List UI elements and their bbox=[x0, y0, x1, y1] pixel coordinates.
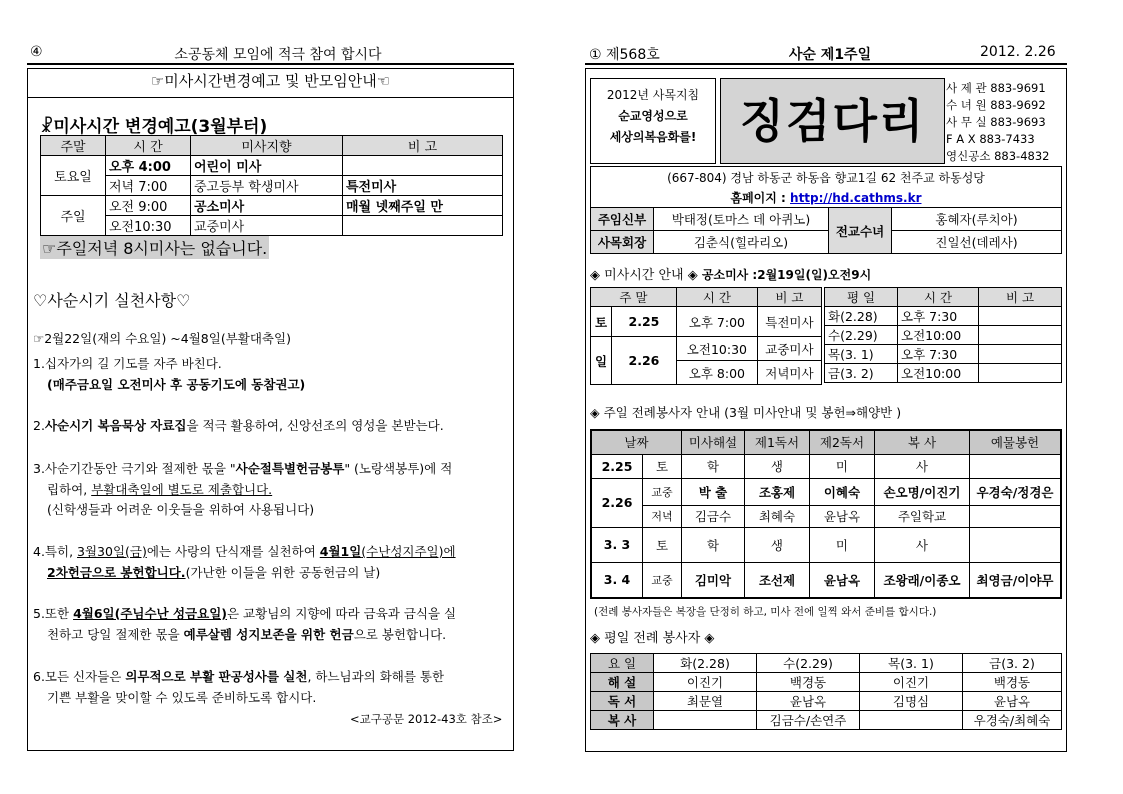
row-kind: 저녁 bbox=[643, 505, 682, 527]
text-bold: 예루살렘 성지보존을 위한 헌금 bbox=[183, 627, 354, 642]
council-name: 김춘식(힐라리오) bbox=[654, 231, 829, 254]
day-header: 화(2.28) bbox=[654, 654, 757, 673]
weekday-day: 금(3. 2) bbox=[825, 364, 898, 383]
text: 에는 사랑의 단식재를 실천하여 bbox=[146, 544, 320, 559]
saturday-label: 토 bbox=[591, 307, 612, 337]
text-bold: 2차헌금으로 봉헌합니다. bbox=[47, 565, 186, 580]
motto-line-2: 세상의복음화를! bbox=[609, 130, 697, 144]
left-header-rule bbox=[27, 63, 514, 65]
sunday-note-2: 저녁미사 bbox=[757, 361, 821, 385]
sister-1-name: 홍혜자(루치아) bbox=[892, 208, 1062, 231]
table-cell: 김금수/손연주 bbox=[757, 711, 860, 730]
lent-item-6 bbox=[33, 666, 444, 688]
saturday-time: 오후 7:00 bbox=[676, 307, 757, 337]
table-cell: 사 bbox=[874, 527, 969, 562]
left-page-number: ④ bbox=[30, 44, 43, 60]
col-header-reading-1: 제1독서 bbox=[744, 430, 809, 454]
table-cell: 김미악 bbox=[681, 562, 744, 598]
mass-times-title: ◈ 미사시간 안내 ◈ bbox=[590, 268, 698, 283]
table-cell: 교중미사 bbox=[191, 216, 343, 236]
homepage-line bbox=[590, 189, 1062, 206]
row-label-saturday: 토요일 bbox=[41, 156, 106, 196]
table-cell: 김금수 bbox=[681, 505, 744, 527]
table-cell: 생 bbox=[744, 527, 809, 562]
weekday-day: 목(3. 1) bbox=[825, 345, 898, 364]
text-bold: 의무적으로 부활 판공성사를 실천 bbox=[125, 669, 308, 684]
table-cell bbox=[860, 711, 963, 730]
lent-period: ☞2월22일(재의 수요일) ~4월8일(부활대축일) bbox=[33, 331, 291, 346]
table-cell: 조홍제 bbox=[744, 478, 809, 505]
row-date: 2.26 bbox=[591, 478, 643, 527]
text: 5.또한 bbox=[33, 606, 74, 621]
weekday-note bbox=[979, 345, 1062, 364]
col-header-weekend: 주말 bbox=[41, 136, 106, 156]
contact-mission: 영신공소 883-4832 bbox=[946, 149, 1050, 163]
table-cell bbox=[969, 505, 1061, 527]
text-underlined: 3월30일(금) bbox=[77, 544, 147, 559]
table-cell: 매월 넷째주일 만 bbox=[343, 196, 503, 216]
bulletin-logo-box bbox=[720, 78, 945, 164]
table-cell: 오전10:30 bbox=[106, 216, 191, 236]
weekday-day: 화(2.28) bbox=[825, 307, 898, 326]
contact-list bbox=[946, 80, 1049, 165]
table-cell: 이진기 bbox=[654, 673, 757, 692]
table-cell: 우경숙/정경은 bbox=[969, 478, 1061, 505]
lent-item-3 bbox=[33, 458, 452, 480]
col-header-time: 시 간 bbox=[898, 288, 979, 307]
table-cell: 조왕래/이종오 bbox=[874, 562, 969, 598]
lent-item-1-detail: (매주금요일 오전미사 후 공동기도에 동참권고) bbox=[47, 377, 306, 392]
table-cell bbox=[654, 711, 757, 730]
table-cell: 오전 9:00 bbox=[106, 196, 191, 216]
motto-line-1: 순교영성으로 bbox=[618, 109, 688, 123]
table-cell: 최혜숙 bbox=[744, 505, 809, 527]
church-address: (667-804) 경남 하동군 하동읍 향교1길 62 천주교 하동성당 bbox=[667, 171, 985, 185]
left-header-slogan: 소공동체 모임에 적극 참여 합시다 bbox=[174, 47, 382, 63]
sunday-date: 2.26 bbox=[612, 337, 677, 385]
sisters-label: 전교수녀 bbox=[829, 208, 892, 254]
lent-item-3-line3: (신학생들과 어려운 이웃들을 위하여 사용됩니다) bbox=[47, 502, 315, 517]
weekday-time: 오후 7:30 bbox=[898, 307, 979, 326]
left-title-divider bbox=[27, 97, 514, 98]
text: 은 교황님의 지향에 따라 금육과 금식을 실 bbox=[227, 606, 457, 621]
lent-title: ♡사순시기 실천사항♡ bbox=[33, 291, 191, 310]
weekday-time: 오전10:00 bbox=[898, 326, 979, 345]
table-cell: 손오명/이진기 bbox=[874, 478, 969, 505]
table-cell: 공소미사 bbox=[191, 196, 343, 216]
table-cell: 윤남옥 bbox=[809, 505, 874, 527]
col-header-commentary: 미사해설 bbox=[681, 430, 744, 454]
lent-item-5 bbox=[33, 603, 456, 625]
row-kind: 교중 bbox=[643, 478, 682, 505]
row-date: 3. 3 bbox=[591, 527, 643, 562]
table-cell: 오후 4:00 bbox=[106, 156, 191, 176]
weekday-note bbox=[979, 307, 1062, 326]
col-header-note: 비 고 bbox=[979, 288, 1062, 307]
sunday-time-2: 오후 8:00 bbox=[676, 361, 757, 385]
col-header-time: 시 간 bbox=[676, 288, 757, 307]
mass-change-title: ☧미사시간 변경예고(3월부터) bbox=[40, 117, 268, 137]
homepage-label: 홈페이지 : bbox=[730, 191, 791, 205]
weekend-mass-table bbox=[590, 287, 822, 385]
contact-fax: F A X 883-7433 bbox=[946, 132, 1035, 146]
text-bold: 4월1일 bbox=[319, 544, 362, 559]
homepage-link[interactable]: http://hd.cathms.kr bbox=[790, 191, 922, 205]
weekday-note bbox=[979, 326, 1062, 345]
motto-year: 2012년 사목지침 bbox=[606, 88, 700, 102]
table-cell: 이진기 bbox=[860, 673, 963, 692]
table-cell bbox=[343, 156, 503, 176]
col-header-date: 날짜 bbox=[591, 430, 681, 454]
table-cell: 학 bbox=[681, 527, 744, 562]
weekday-time: 오후 7:30 bbox=[898, 345, 979, 364]
pastoral-motto-box bbox=[590, 78, 716, 164]
text: " (노랑색봉투)에 적 bbox=[344, 461, 453, 476]
contact-convent: 수 녀 원 883-9692 bbox=[946, 98, 1046, 112]
row-label-day: 요 일 bbox=[591, 654, 654, 673]
row-kind: 토 bbox=[643, 527, 682, 562]
issue-date: 2012. 2.26 bbox=[980, 44, 1056, 60]
lent-item-5-line2 bbox=[47, 624, 446, 646]
left-box-title: ☞미사시간변경예고 및 반모임안내☜ bbox=[150, 72, 391, 90]
pastor-name: 박태정(토마스 데 아퀴노) bbox=[654, 208, 829, 231]
table-cell: 우경숙/최혜숙 bbox=[963, 711, 1062, 730]
table-cell: 저녁 7:00 bbox=[106, 176, 191, 196]
mass-times-title-line bbox=[590, 264, 871, 283]
table-cell bbox=[969, 454, 1061, 478]
weekday-day: 수(2.29) bbox=[825, 326, 898, 345]
col-header-time: 시 간 bbox=[106, 136, 191, 156]
weekday-time: 오전10:00 bbox=[898, 364, 979, 383]
text: 립하여, bbox=[47, 482, 92, 497]
row-kind: 토 bbox=[643, 454, 682, 478]
col-header-reading-2: 제2독서 bbox=[809, 430, 874, 454]
lent-item-6-line2: 기쁜 부활을 맞이할 수 있도록 준비하도록 합시다. bbox=[47, 690, 317, 705]
mass-change-table bbox=[40, 135, 503, 236]
staff-table bbox=[590, 207, 1062, 254]
row-date: 2.25 bbox=[591, 454, 643, 478]
col-header-intention: 미사지향 bbox=[191, 136, 343, 156]
table-cell: 백경동 bbox=[757, 673, 860, 692]
table-cell: 백경동 bbox=[963, 673, 1062, 692]
saturday-date: 2.25 bbox=[612, 307, 677, 337]
lent-item-4-line2 bbox=[47, 562, 380, 584]
pastor-label: 주임신부 bbox=[591, 208, 654, 231]
text: 4.특히, bbox=[33, 544, 78, 559]
table-cell: 윤남옥 bbox=[809, 562, 874, 598]
text: , 하느님과의 화해를 통한 bbox=[307, 669, 445, 684]
lent-item-2 bbox=[33, 415, 444, 437]
no-evening-mass-notice: ☞주일저녁 8시미사는 없습니다. bbox=[40, 236, 269, 259]
mission-mass-note: 공소미사 :2월19일(일)오전9시 bbox=[701, 268, 872, 282]
weekday-mass-table bbox=[824, 287, 1062, 383]
col-header-weekday: 평 일 bbox=[825, 288, 898, 307]
right-header-rule bbox=[585, 63, 1067, 65]
sister-2-name: 진일선(데레사) bbox=[892, 231, 1062, 254]
table-cell: 미 bbox=[809, 527, 874, 562]
liturgy-note: (전례 봉사자들은 복장을 단정히 하고, 미사 전에 일찍 와서 준비를 합시다.) bbox=[594, 606, 937, 618]
text-bold: 사순절특별헌금봉투 bbox=[235, 461, 345, 476]
table-cell: 최문열 bbox=[654, 692, 757, 711]
text-bold: 사순시기 복음묵상 자료집 bbox=[44, 418, 187, 433]
col-header-note: 비 고 bbox=[757, 288, 821, 307]
table-cell bbox=[343, 216, 503, 236]
row-label-commentary: 해 설 bbox=[591, 673, 654, 692]
liturgical-season: 사순 제1주일 bbox=[788, 47, 872, 63]
text: (가난한 이들을 위한 공동헌금의 날) bbox=[185, 565, 381, 580]
table-cell bbox=[969, 527, 1061, 562]
row-kind: 교중 bbox=[643, 562, 682, 598]
text: 을 적극 활용하여, 신앙선조의 영성을 본받는다. bbox=[186, 418, 444, 433]
text-bold: 4월6일(주님수난 성금요일) bbox=[73, 606, 227, 621]
lent-item-1: 1.십자가의 길 기도를 자주 바친다. bbox=[33, 356, 222, 371]
table-cell: 생 bbox=[744, 454, 809, 478]
table-cell: 윤남옥 bbox=[757, 692, 860, 711]
row-date: 3. 4 bbox=[591, 562, 643, 598]
row-label-reading: 독 서 bbox=[591, 692, 654, 711]
table-cell: 사 bbox=[874, 454, 969, 478]
contact-office: 사 무 실 883-9693 bbox=[946, 115, 1046, 129]
sunday-note-1: 교중미사 bbox=[757, 337, 821, 361]
table-cell: 최영금/이야무 bbox=[969, 562, 1061, 598]
liturgy-servers-table bbox=[590, 429, 1062, 599]
sunday-label: 일 bbox=[591, 337, 612, 385]
weekday-servers-table bbox=[590, 653, 1062, 730]
day-header: 금(3. 2) bbox=[963, 654, 1062, 673]
day-header: 수(2.29) bbox=[757, 654, 860, 673]
saturday-note: 특전미사 bbox=[757, 307, 821, 337]
col-header-servers: 복 사 bbox=[874, 430, 969, 454]
row-label-server: 복 사 bbox=[591, 711, 654, 730]
col-header-weekend: 주 말 bbox=[591, 288, 677, 307]
text: 3.사순기간동안 극기와 절제한 몫을 " bbox=[33, 461, 236, 476]
council-label: 사목회장 bbox=[591, 231, 654, 254]
liturgy-title: ◈ 주일 전례봉사자 안내 (3월 미사안내 및 봉헌⇒해양반 ) bbox=[590, 405, 902, 420]
reference-note: <교구공문 2012-43호 참조> bbox=[350, 712, 503, 726]
table-cell: 어린이 미사 bbox=[191, 156, 343, 176]
table-cell: 조선제 bbox=[744, 562, 809, 598]
text: 으로 봉헌합니다. bbox=[353, 627, 447, 642]
issue-number: ① 제568호 bbox=[589, 47, 660, 63]
sunday-time-1: 오전10:30 bbox=[676, 337, 757, 361]
bulletin-name: 징검다리 bbox=[739, 94, 926, 148]
row-label-sunday: 주일 bbox=[41, 196, 106, 236]
day-header: 목(3. 1) bbox=[860, 654, 963, 673]
contact-parish: 사 제 관 883-9691 bbox=[946, 81, 1046, 95]
table-cell: 이혜숙 bbox=[809, 478, 874, 505]
table-cell: 중고등부 학생미사 bbox=[191, 176, 343, 196]
text: 천하고 당일 절제한 몫을 bbox=[47, 627, 184, 642]
text-underlined: (수난성지주일)에 bbox=[361, 544, 456, 559]
table-cell: 특전미사 bbox=[343, 176, 503, 196]
text: 6.모든 신자들은 bbox=[33, 669, 126, 684]
lent-item-3-line2 bbox=[47, 479, 272, 501]
table-cell: 학 bbox=[681, 454, 744, 478]
weekday-servers-title: ◈ 평일 전례 봉사자 ◈ bbox=[590, 631, 715, 646]
table-cell: 주일학교 bbox=[874, 505, 969, 527]
text-underlined: 부활대축일에 별도로 제출합니다. bbox=[91, 482, 273, 497]
table-cell: 미 bbox=[809, 454, 874, 478]
text: 2. bbox=[33, 418, 45, 433]
col-header-offering: 예물봉헌 bbox=[969, 430, 1061, 454]
table-cell: 김명심 bbox=[860, 692, 963, 711]
col-header-note: 비 고 bbox=[343, 136, 503, 156]
table-cell: 박 출 bbox=[681, 478, 744, 505]
table-cell: 윤남옥 bbox=[963, 692, 1062, 711]
lent-item-4 bbox=[33, 541, 456, 563]
weekday-note bbox=[979, 364, 1062, 383]
